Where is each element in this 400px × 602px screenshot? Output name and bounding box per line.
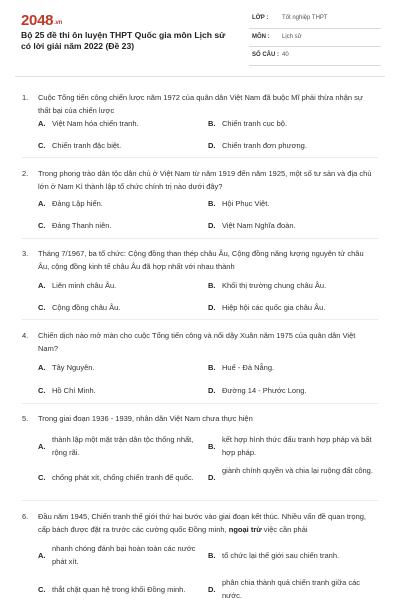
- logo-suffix: .vn: [54, 20, 62, 26]
- question-text: Tháng 7/1967, ba tổ chức: Cộng đồng than thép châu Âu, Cộng đồng năng lượng nguyên tử châu Âu, cộng đồng kinh tế châu Âu đã hợp nhất với nhau thành: [38, 249, 364, 271]
- option-text: Chiến tranh đơn phương.: [222, 141, 307, 150]
- header-divider: [15, 76, 385, 77]
- option-letter: D.: [208, 585, 216, 594]
- option-letter: C.: [38, 386, 46, 395]
- option-letter: B.: [208, 363, 216, 372]
- question-separator: [22, 403, 378, 404]
- option-text: tổ chức lại thế giới sau chiến tranh.: [222, 551, 340, 560]
- option-text: Đường 14 - Phước Long.: [222, 386, 307, 395]
- question-separator: [22, 500, 378, 501]
- option-text: Đảng Lập hiến.: [52, 199, 103, 208]
- meta-row-question-count: [249, 47, 381, 66]
- question-text-emphasis: ngoại trừ: [228, 525, 262, 534]
- site-logo[interactable]: [21, 12, 62, 29]
- question-text: Trong giai đoạn 1936 - 1939, nhân dân Việt Nam chưa thực hiện: [38, 414, 253, 423]
- option-letter: B.: [208, 442, 216, 451]
- option-letter: A.: [38, 119, 46, 128]
- option-letter: C.: [38, 221, 46, 230]
- option-text: chống phát xít, chống chiến tranh đế quốc.: [52, 473, 194, 482]
- question-text: [38, 510, 376, 536]
- option-letter: D.: [208, 303, 216, 312]
- option-letter: D.: [208, 221, 216, 230]
- option-text: Đảng Thanh niên.: [52, 221, 112, 230]
- option-letter: D.: [208, 141, 216, 150]
- option-text: thành lập một mặt trận dân tộc thống nhất, rộng rãi.: [52, 435, 194, 457]
- option-text: Huế - Đà Nẵng.: [222, 363, 275, 372]
- option-text: phân chia thành quả chiến tranh giữa các nước.: [222, 578, 361, 600]
- option-text: Việt Nam Nghĩa đoàn.: [222, 221, 296, 230]
- option-text: Việt Nam hóa chiến tranh.: [52, 119, 139, 128]
- option-letter: A.: [38, 363, 46, 372]
- meta-value-subject: Lịch sử: [282, 33, 302, 40]
- meta-key-grade: LỚP :: [252, 15, 269, 21]
- question-text: Cuộc Tổng tiến công chiến lược năm 1972 của quân dân Việt Nam đã buộc Mĩ phải thừa nhận sự thất bại của chiến lược: [38, 93, 363, 115]
- logo-text: 2048: [21, 12, 54, 29]
- question-number: 4.: [22, 331, 29, 340]
- meta-value-question-count: 40: [282, 52, 289, 58]
- option-text: giành chính quyền và chia lại ruộng đất công.: [222, 466, 373, 475]
- document-title: Bộ 25 đề thi ôn luyện THPT Quốc gia môn Lịch sử có lời giải năm 2022 (Đề 23): [21, 30, 226, 51]
- option-letter: C.: [38, 585, 46, 594]
- option-letter: C.: [38, 141, 46, 150]
- question-separator: [22, 238, 378, 239]
- question-separator: [22, 157, 378, 158]
- option-text: kết hợp hình thức đấu tranh hợp pháp và bất hợp pháp.: [222, 435, 372, 457]
- meta-row-subject: [249, 29, 381, 48]
- question-5: [22, 412, 378, 500]
- option-text: Chiến tranh cục bộ.: [222, 119, 288, 128]
- meta-table: [249, 10, 381, 66]
- question-number: 6.: [22, 512, 29, 521]
- meta-key-subject: MÔN :: [252, 33, 270, 40]
- question-text: Chiến dịch nào mở màn cho cuộc Tổng tiến công và nổi dậy Xuân năm 1975 của quân dân Việt Nam?: [38, 331, 356, 353]
- option-letter: D.: [208, 473, 216, 482]
- option-letter: B.: [208, 199, 216, 208]
- option-letter: B.: [208, 281, 216, 290]
- option-text: Khối thị trường chung châu Âu.: [222, 281, 327, 290]
- option-letter: A.: [38, 281, 46, 290]
- option-text: Chiến tranh đặc biệt.: [52, 141, 122, 150]
- question-text: Trong phong trào dân tộc dân chủ ở Việt Nam từ năm 1919 đến năm 1925, một số tư sản và địa chủ lớn ở Nam Kì thành lập tổ chức chính trị nào dưới đây?: [38, 169, 372, 191]
- option-letter: A.: [38, 551, 46, 560]
- question-4: [22, 329, 378, 401]
- question-3: [22, 247, 378, 319]
- option-letter: D.: [208, 386, 216, 395]
- question-2: [22, 167, 378, 235]
- question-text-part: Đầu năm 1945, Chiến tranh thế giới thứ hai bước vào giai đoạn kết thúc. Nhiều vấn đề quan trọng, cấp bách được đặt ra trước các cường quốc Đồng minh,: [38, 512, 367, 534]
- option-letter: B.: [208, 119, 216, 128]
- question-text-part: việc cần phải: [261, 525, 308, 534]
- meta-key-question-count: SỐ CÂU :: [252, 52, 279, 58]
- question-number: 3.: [22, 249, 29, 258]
- question-number: 2.: [22, 169, 29, 178]
- question-6: [22, 510, 378, 600]
- option-text: thắt chặt quan hệ trong khối Đồng minh.: [52, 585, 186, 594]
- question-number: 5.: [22, 414, 29, 423]
- option-letter: B.: [208, 551, 216, 560]
- meta-value-grade: Tốt nghiệp THPT: [282, 15, 328, 21]
- option-letter: A.: [38, 442, 46, 451]
- option-letter: C.: [38, 303, 46, 312]
- question-separator: [22, 319, 378, 320]
- option-text: nhanh chóng đánh bại hoàn toàn các nước phát xít.: [52, 544, 196, 566]
- option-text: Liên minh châu Âu.: [52, 281, 117, 290]
- question-number: 1.: [22, 93, 29, 102]
- document-header: [0, 0, 400, 74]
- option-text: Hội Phục Việt.: [222, 199, 270, 208]
- option-text: Tây Nguyên.: [52, 363, 95, 372]
- question-1: [22, 91, 378, 159]
- option-text: Hiệp hội các quốc gia châu Âu.: [222, 303, 326, 312]
- option-text: Hồ Chí Minh.: [52, 386, 96, 395]
- meta-row-grade: [249, 10, 381, 29]
- option-letter: C.: [38, 473, 46, 482]
- option-letter: A.: [38, 199, 46, 208]
- option-text: Cộng đồng châu Âu.: [52, 303, 121, 312]
